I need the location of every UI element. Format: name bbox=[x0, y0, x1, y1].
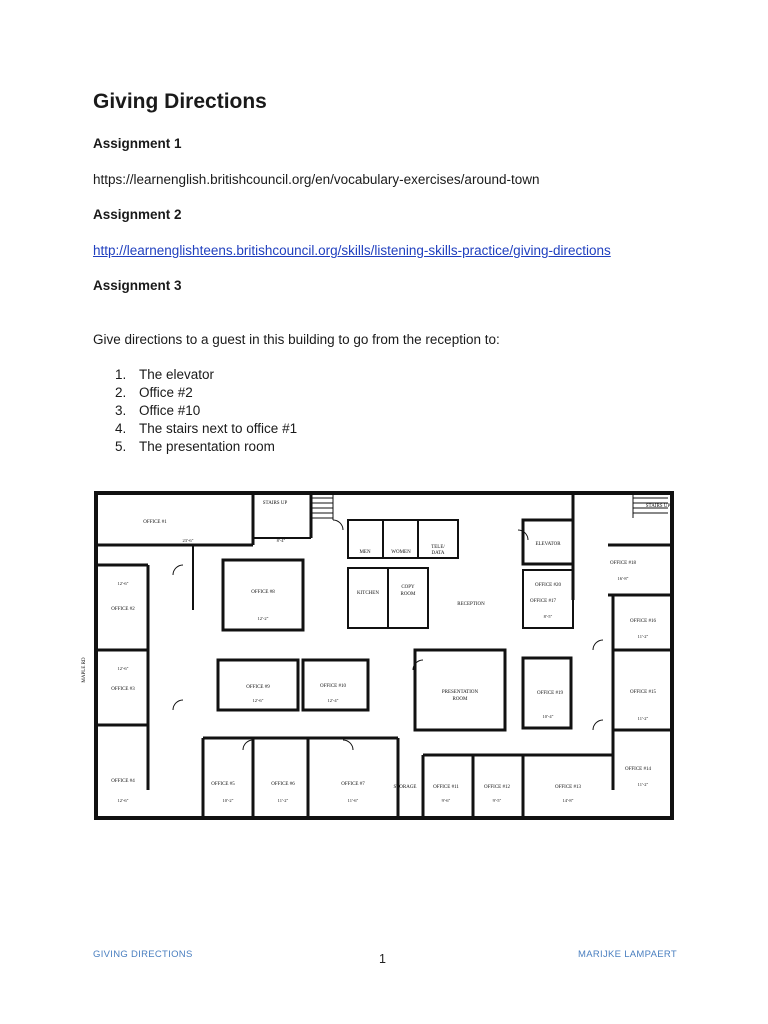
svg-text:OFFICE #12: OFFICE #12 bbox=[484, 785, 510, 790]
svg-text:12'-6": 12'-6" bbox=[117, 798, 129, 803]
list-item: 3. Office #10 bbox=[115, 403, 201, 418]
svg-text:11'-2": 11'-2" bbox=[277, 798, 289, 803]
page-title: Giving Directions bbox=[93, 90, 267, 113]
svg-text:RECEPTION: RECEPTION bbox=[457, 602, 485, 607]
svg-text:COPY: COPY bbox=[401, 585, 415, 590]
svg-text:STAIRS UP: STAIRS UP bbox=[262, 501, 288, 506]
svg-text:12'-6": 12'-6" bbox=[117, 581, 129, 586]
svg-text:ELEVATOR: ELEVATOR bbox=[535, 542, 561, 547]
svg-text:OFFICE #6: OFFICE #6 bbox=[271, 782, 295, 787]
svg-text:OFFICE #11: OFFICE #11 bbox=[433, 785, 459, 790]
svg-text:OFFICE #5: OFFICE #5 bbox=[211, 782, 235, 787]
svg-text:PRESENTATION: PRESENTATION bbox=[441, 690, 479, 695]
svg-text:KITCHEN: KITCHEN bbox=[357, 591, 379, 596]
svg-text:OFFICE #4: OFFICE #4 bbox=[111, 779, 135, 784]
svg-text:12'-2": 12'-2" bbox=[257, 616, 269, 621]
svg-text:OFFICE #20: OFFICE #20 bbox=[535, 583, 561, 588]
svg-text:9'-5": 9'-5" bbox=[492, 798, 502, 803]
footer-right: MARIJKE LAMPAERT bbox=[578, 949, 677, 960]
assignment-2-heading: Assignment 2 bbox=[93, 207, 182, 222]
svg-text:OFFICE #2: OFFICE #2 bbox=[111, 607, 135, 612]
svg-text:ROOM: ROOM bbox=[400, 592, 416, 597]
svg-text:14'-8": 14'-8" bbox=[562, 798, 574, 803]
svg-text:OFFICE #15: OFFICE #15 bbox=[630, 690, 656, 695]
svg-text:TELE/: TELE/ bbox=[431, 545, 445, 550]
svg-text:10'-2": 10'-2" bbox=[222, 798, 234, 803]
assignment-3-instruction: Give directions to a guest in this building to go from the reception to: bbox=[93, 332, 500, 347]
svg-text:DATA: DATA bbox=[431, 551, 445, 556]
svg-text:OFFICE #7: OFFICE #7 bbox=[341, 782, 365, 787]
svg-text:16'-8": 16'-8" bbox=[617, 576, 629, 581]
svg-text:OFFICE #13: OFFICE #13 bbox=[555, 785, 581, 790]
svg-text:OFFICE #18: OFFICE #18 bbox=[610, 561, 636, 566]
assignment-3-heading: Assignment 3 bbox=[93, 278, 182, 293]
svg-text:OFFICE #14: OFFICE #14 bbox=[625, 767, 651, 772]
svg-text:9'-6": 9'-6" bbox=[441, 798, 451, 803]
svg-text:WOMEN: WOMEN bbox=[391, 550, 411, 555]
svg-text:OFFICE #19: OFFICE #19 bbox=[537, 691, 563, 696]
svg-text:OFFICE #3: OFFICE #3 bbox=[111, 687, 135, 692]
svg-text:OFFICE #17: OFFICE #17 bbox=[530, 599, 556, 604]
footer-left: GIVING DIRECTIONS bbox=[93, 949, 193, 960]
svg-text:8'-4": 8'-4" bbox=[276, 538, 286, 543]
svg-text:10'-4": 10'-4" bbox=[542, 714, 554, 719]
directions-list bbox=[93, 366, 297, 456]
svg-text:12'-6": 12'-6" bbox=[117, 666, 129, 671]
svg-text:OFFICE #1: OFFICE #1 bbox=[143, 520, 167, 525]
svg-text:ROOM: ROOM bbox=[452, 697, 468, 702]
svg-text:OFFICE #16: OFFICE #16 bbox=[630, 619, 656, 624]
svg-text:STORAGE: STORAGE bbox=[393, 785, 417, 790]
list-item: 2. Office #2 bbox=[115, 385, 193, 400]
svg-text:11'-2": 11'-2" bbox=[637, 782, 649, 787]
svg-text:12'-6": 12'-6" bbox=[252, 698, 264, 703]
assignment-2-link[interactable]: http://learnenglishteens.britishcouncil.org/skills/listening-skills-practice/giving-directions bbox=[93, 243, 611, 258]
svg-text:11'-2": 11'-2" bbox=[637, 716, 649, 721]
svg-text:OFFICE #8: OFFICE #8 bbox=[251, 590, 275, 595]
svg-text:11'-6": 11'-6" bbox=[347, 798, 359, 803]
svg-text:8'-5": 8'-5" bbox=[543, 614, 553, 619]
assignment-1-url: https://learnenglish.britishcouncil.org/en/vocabulary-exercises/around-town bbox=[93, 172, 540, 187]
floor-plan bbox=[82, 490, 675, 830]
svg-text:12'-4": 12'-4" bbox=[327, 698, 339, 703]
list-item: 4. The stairs next to office #1 bbox=[115, 421, 298, 436]
svg-text:OFFICE #9: OFFICE #9 bbox=[246, 685, 270, 690]
page-number: 1 bbox=[379, 952, 386, 966]
assignment-1-heading: Assignment 1 bbox=[93, 136, 182, 151]
svg-text:MEN: MEN bbox=[359, 550, 371, 555]
list-item: 5. The presentation room bbox=[115, 439, 275, 454]
svg-text:OFFICE #10: OFFICE #10 bbox=[320, 684, 346, 689]
svg-text:11'-2": 11'-2" bbox=[637, 634, 649, 639]
svg-text:23'-6": 23'-6" bbox=[182, 538, 194, 543]
svg-text:STAIRS UP: STAIRS UP bbox=[645, 504, 671, 509]
list-item: 1. The elevator bbox=[115, 367, 215, 382]
svg-text:MAPLE RD: MAPLE RD bbox=[82, 657, 87, 683]
